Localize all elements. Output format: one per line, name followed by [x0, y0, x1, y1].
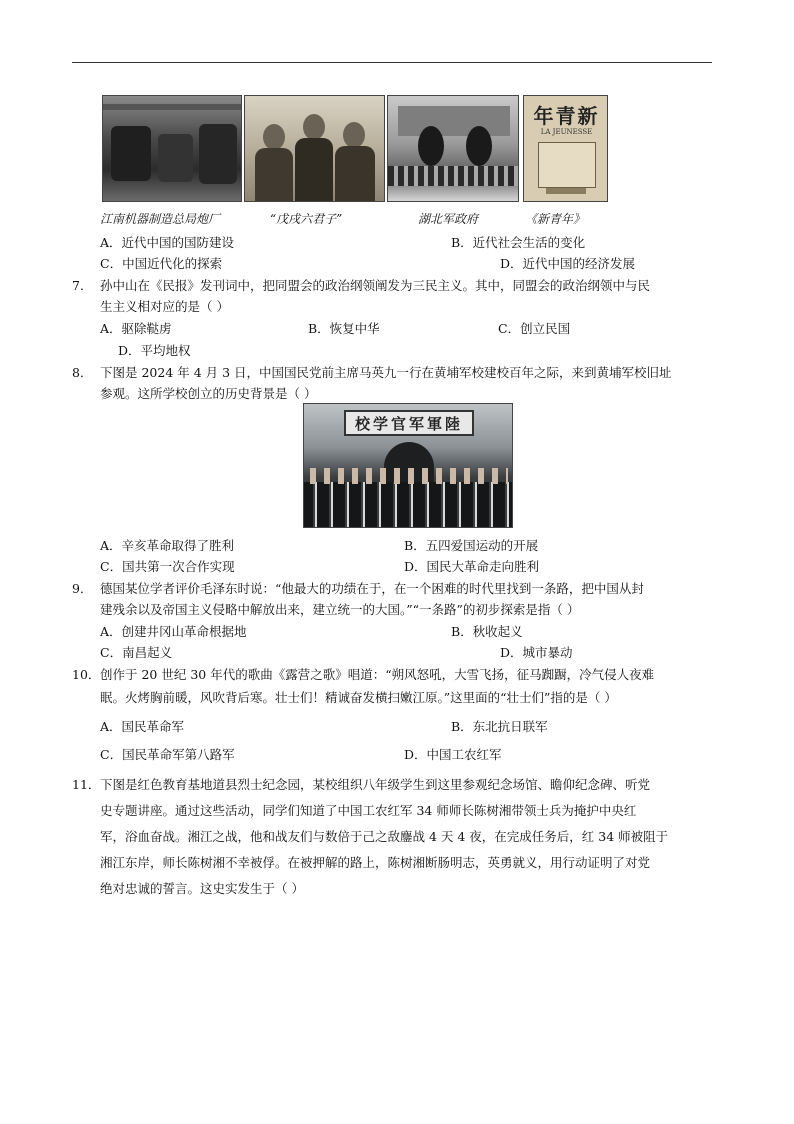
q8-option-b: B．五四爱国运动的开展	[404, 538, 539, 553]
q9-number: 9．	[72, 581, 93, 596]
six-gentlemen-portrait	[244, 95, 385, 202]
q8-option-a: A．辛亥革命取得了胜利	[100, 538, 235, 553]
q7-option-d: D．平均地权	[118, 343, 191, 358]
q6-option-a: A．近代中国的国防建设	[100, 235, 235, 250]
caption-arsenal: 江南机器制造总局炮厂	[100, 212, 221, 226]
q10-option-b: B．东北抗日联军	[451, 719, 548, 734]
magazine-title: 年青新	[533, 104, 600, 128]
q9-option-a: A．创建井冈山革命根据地	[100, 624, 247, 639]
q6-option-c: C．中国近代化的探索	[100, 256, 223, 271]
q7-stem-line-1: 孙中山在《民报》发刊词中，把同盟会的政治纲领阐发为三民主义。其中，同盟会的政治纲领中与民	[100, 278, 651, 293]
q6-option-d: D．近代中国的经济发展	[500, 256, 636, 271]
q11-number: 11．	[72, 777, 101, 792]
caption-new-youth: 《新青年》	[525, 212, 586, 226]
q10-stem-line-2: 眠。火烤胸前暖，风吹背后寒。壮士们！精诚奋发横扫嫩江原。”这里面的“壮士们”指的是（ ）	[100, 690, 617, 705]
arsenal-photo	[102, 95, 242, 202]
q10-option-c: C．国民革命军第八路军	[100, 747, 235, 762]
q10-stem-line-1: 创作于 20 世纪 30 年代的歌曲《露营之歌》唱道：“朔风怒吼，大雪飞扬，征马踟蹰，冷气侵人夜难	[100, 667, 655, 682]
q10-option-a: A．国民革命军	[100, 719, 185, 734]
hubei-military-government-photo	[387, 95, 519, 202]
caption-six-gentlemen: “戊戌六君子”	[270, 212, 343, 226]
q11-stem-line-3: 军，浴血奋战。湘江之战，他和战友们与数倍于己之敌鏖战 4 天 4 夜，在完成任务后，红 34 师被阻于	[100, 829, 669, 844]
q7-number: 7．	[72, 278, 93, 293]
q9-stem-line-1: 德国某位学者评价毛泽东时说：“他最大的功绩在于，在一个困难的时代里找到一条路，把中国从封	[100, 581, 644, 596]
q6-option-b: B．近代社会生活的变化	[451, 235, 586, 250]
q8-option-c: C．国共第一次合作实现	[100, 559, 235, 574]
caption-hubei: 湖北军政府	[418, 212, 479, 226]
q11-stem-line-2: 史专题讲座。通过这些活动，同学们知道了中国工农红军 34 师师长陈树湘带领士兵为掩护中央红	[100, 803, 637, 818]
q7-stem-line-2: 生主义相对应的是（ ）	[100, 299, 229, 314]
magazine-subtitle: LA JEUNESSE	[540, 128, 593, 136]
q7-option-a: A．驱除鞑虏	[100, 321, 172, 336]
q9-stem-line-2: 建残余以及帝国主义侵略中解放出来，建立统一的大国。”“一条路”的初步探索是指（ ）	[100, 602, 580, 617]
q9-option-d: D．城市暴动	[500, 645, 573, 660]
q8-stem-line-1: 下图是 2024 年 4 月 3 日，中国国民党前主席马英九一行在黄埔军校建校百年之际，来到黄埔军校旧址	[100, 365, 672, 380]
q7-option-c: C．创立民国	[498, 321, 571, 336]
q10-option-d: D．中国工农红军	[404, 747, 502, 762]
q10-number: 10．	[72, 667, 101, 682]
whampoa-academy-photo	[303, 403, 513, 528]
q8-number: 8．	[72, 365, 93, 380]
q11-stem-line-5: 绝对忠诚的誓言。这史实发生于（ ）	[100, 881, 304, 896]
q8-stem-line-2: 参观。这所学校创立的历史背景是（ ）	[100, 386, 317, 401]
q8-option-d: D．国民大革命走向胜利	[404, 559, 540, 574]
q7-option-b: B．恢复中华	[308, 321, 380, 336]
academy-sign: 校学官军軍陸	[354, 415, 463, 433]
q11-stem-line-1: 下图是红色教育基地道县烈士纪念园，某校组织八年级学生到这里参观纪念场馆、瞻仰纪念碑、听党	[100, 777, 651, 792]
header-rule	[72, 62, 712, 63]
q9-option-b: B．秋收起义	[451, 624, 523, 639]
new-youth-magazine-cover	[523, 95, 608, 202]
q11-stem-line-4: 湘江东岸，师长陈树湘不幸被俘。在被押解的路上，陈树湘断肠明志，英勇就义，用行动证明了对党	[100, 855, 651, 870]
q9-option-c: C．南昌起义	[100, 645, 173, 660]
